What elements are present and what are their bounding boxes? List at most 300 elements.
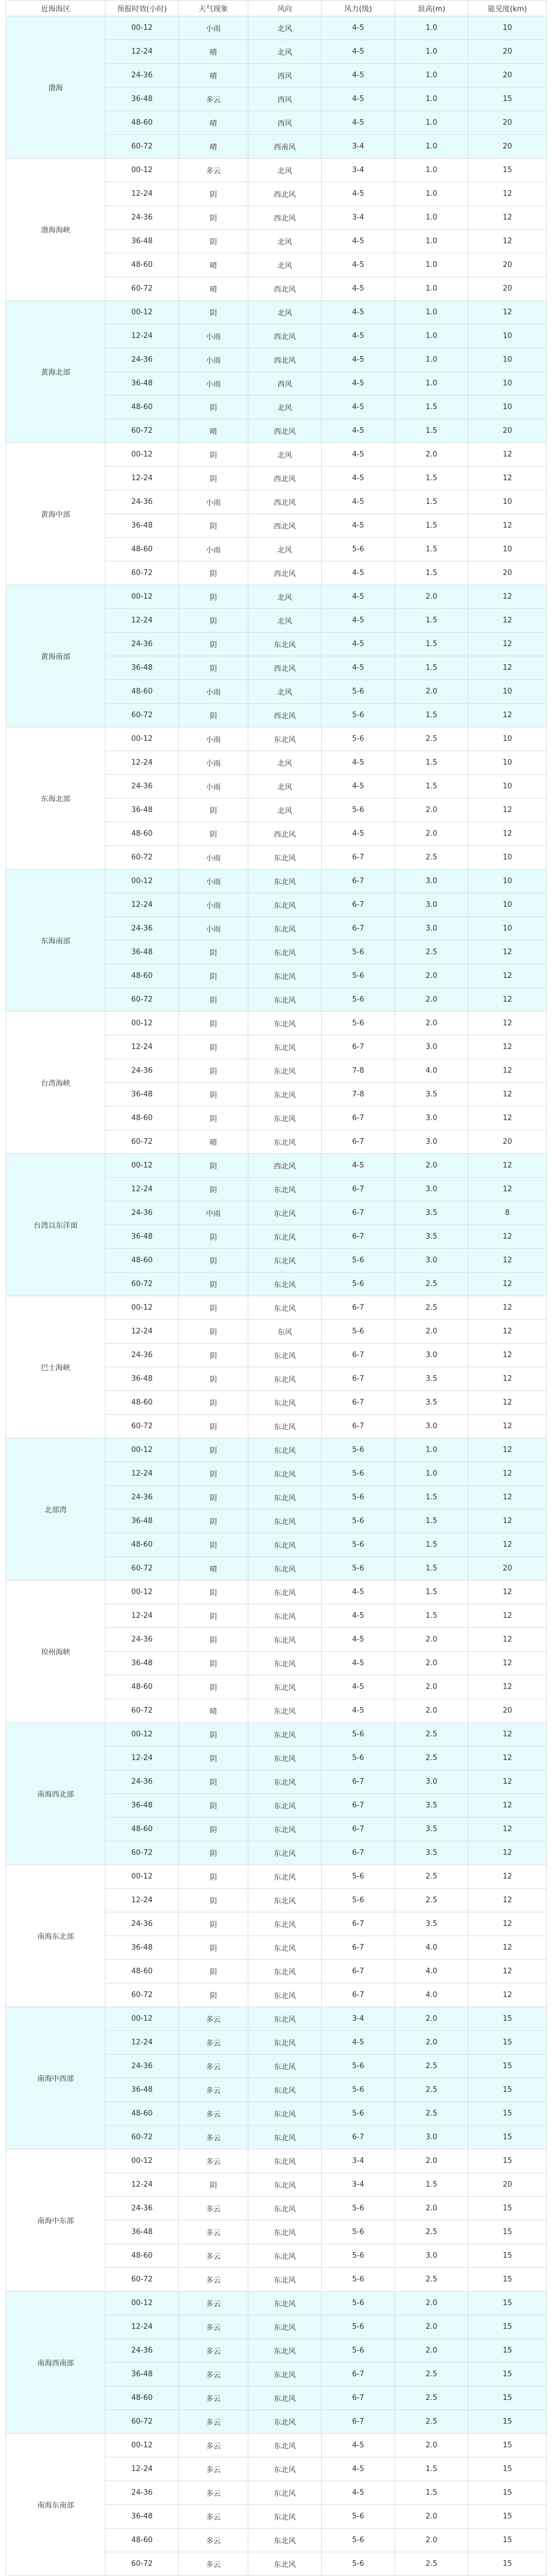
period-cell: 36-48 <box>106 941 179 964</box>
weather-cell: 晴 <box>179 1557 248 1581</box>
visibility-cell: 20 <box>468 135 547 159</box>
wind-direction-cell: 东北风 <box>248 1770 322 1794</box>
weather-cell: 小雨 <box>179 846 248 870</box>
weather-cell: 小雨 <box>179 870 248 893</box>
period-cell: 00-12 <box>106 159 179 182</box>
period-cell: 00-12 <box>106 1438 179 1462</box>
visibility-cell: 12 <box>468 1818 547 1841</box>
wind-direction-cell: 东北风 <box>248 2197 322 2220</box>
period-cell: 24-36 <box>106 490 179 514</box>
weather-cell: 小雨 <box>179 348 248 372</box>
visibility-cell: 20 <box>468 64 547 87</box>
table-row <box>6 1296 547 1320</box>
visibility-cell: 12 <box>468 182 547 206</box>
wind-force-cell: 6-7 <box>322 2410 395 2434</box>
wind-direction-cell: 东北风 <box>248 2481 322 2505</box>
wind-direction-cell: 东北风 <box>248 2505 322 2529</box>
wind-direction-cell: 东北风 <box>248 1723 322 1746</box>
wind-direction-cell: 东北风 <box>248 1557 322 1581</box>
wind-force-cell: 6-7 <box>322 1107 395 1130</box>
wind-force-cell: 5-6 <box>322 727 395 751</box>
area-group <box>6 16 547 159</box>
weather-cell: 晴 <box>179 253 248 277</box>
period-cell: 24-36 <box>106 1059 179 1083</box>
wave-height-cell: 3.0 <box>395 2244 468 2268</box>
period-cell: 12-24 <box>106 2031 179 2055</box>
table-row <box>6 727 547 751</box>
period-cell: 36-48 <box>106 1225 179 1249</box>
period-cell: 60-72 <box>106 2410 179 2434</box>
table-row <box>6 159 547 182</box>
period-cell: 12-24 <box>106 1604 179 1628</box>
wave-height-cell: 1.5 <box>395 490 468 514</box>
wind-force-cell: 4-5 <box>322 751 395 775</box>
wave-height-cell: 1.0 <box>395 111 468 135</box>
period-cell: 60-72 <box>106 1841 179 1865</box>
wind-direction-cell: 西北风 <box>248 277 322 301</box>
visibility-cell: 12 <box>468 1320 547 1344</box>
wave-height-cell: 2.0 <box>395 2339 468 2363</box>
visibility-cell: 15 <box>468 2126 547 2149</box>
wave-height-cell: 3.0 <box>395 1107 468 1130</box>
period-cell: 12-24 <box>106 609 179 633</box>
visibility-cell: 15 <box>468 2315 547 2339</box>
wind-direction-cell: 西北风 <box>248 490 322 514</box>
wind-direction-cell: 东北风 <box>248 633 322 656</box>
weather-cell: 阴 <box>179 301 248 324</box>
area-name-cell: 台湾以东洋面 <box>6 1154 106 1296</box>
visibility-cell: 12 <box>468 1652 547 1675</box>
wind-direction-cell: 东北风 <box>248 1391 322 1415</box>
wave-height-cell: 2.5 <box>395 2268 468 2292</box>
weather-cell: 多云 <box>179 2078 248 2102</box>
weather-cell: 阴 <box>179 1936 248 1960</box>
wind-direction-cell: 北风 <box>248 680 322 704</box>
wave-height-cell: 4.0 <box>395 1936 468 1960</box>
visibility-cell: 10 <box>468 490 547 514</box>
wave-height-cell: 2.0 <box>395 2434 468 2457</box>
wind-force-cell: 5-6 <box>322 2078 395 2102</box>
visibility-cell: 12 <box>468 1178 547 1201</box>
visibility-cell: 12 <box>468 1770 547 1794</box>
wind-force-cell: 4-5 <box>322 40 395 64</box>
wind-force-cell: 4-5 <box>322 775 395 798</box>
period-cell: 00-12 <box>106 2292 179 2315</box>
wind-direction-cell: 东北风 <box>248 2552 322 2576</box>
wind-force-cell: 4-5 <box>322 633 395 656</box>
weather-cell: 阴 <box>179 1723 248 1746</box>
weather-cell: 阴 <box>179 633 248 656</box>
visibility-cell: 12 <box>468 656 547 680</box>
header-weather: 天气现象 <box>179 1 248 16</box>
visibility-cell: 10 <box>468 727 547 751</box>
period-cell: 60-72 <box>106 2552 179 2576</box>
wind-force-cell: 4-5 <box>322 1699 395 1723</box>
wind-force-cell: 6-7 <box>322 893 395 917</box>
wave-height-cell: 3.0 <box>395 1178 468 1201</box>
wave-height-cell: 2.0 <box>395 798 468 822</box>
wave-height-cell: 1.0 <box>395 87 468 111</box>
weather-cell: 阴 <box>179 1462 248 1486</box>
wind-force-cell: 4-5 <box>322 324 395 348</box>
wind-direction-cell: 东北风 <box>248 846 322 870</box>
area-name-cell: 南海东北部 <box>6 1865 106 2007</box>
period-cell: 12-24 <box>106 751 179 775</box>
visibility-cell: 15 <box>468 2505 547 2529</box>
wind-direction-cell: 东北风 <box>248 1438 322 1462</box>
weather-cell: 阴 <box>179 1367 248 1391</box>
wind-force-cell: 7-8 <box>322 1083 395 1107</box>
period-cell: 24-36 <box>106 348 179 372</box>
weather-cell: 阴 <box>179 798 248 822</box>
weather-cell: 晴 <box>179 277 248 301</box>
visibility-cell: 20 <box>468 277 547 301</box>
period-cell: 60-72 <box>106 1272 179 1296</box>
period-cell: 00-12 <box>106 1865 179 1889</box>
wind-force-cell: 5-6 <box>322 2529 395 2552</box>
visibility-cell: 12 <box>468 1367 547 1391</box>
wind-direction-cell: 西北风 <box>248 348 322 372</box>
period-cell: 60-72 <box>106 1557 179 1581</box>
wave-height-cell: 3.5 <box>395 1083 468 1107</box>
visibility-cell: 12 <box>468 1983 547 2007</box>
period-cell: 48-60 <box>106 2529 179 2552</box>
visibility-cell: 10 <box>468 324 547 348</box>
period-cell: 24-36 <box>106 1344 179 1367</box>
area-name-cell: 黄海北部 <box>6 301 106 443</box>
wind-direction-cell: 东北风 <box>248 2292 322 2315</box>
wave-height-cell: 2.5 <box>395 1865 468 1889</box>
wave-height-cell: 2.0 <box>395 2031 468 2055</box>
wave-height-cell: 1.0 <box>395 253 468 277</box>
period-cell: 12-24 <box>106 1178 179 1201</box>
weather-cell: 多云 <box>179 2292 248 2315</box>
wind-direction-cell: 东北风 <box>248 2126 322 2149</box>
table-row <box>6 2149 547 2173</box>
weather-cell: 阴 <box>179 561 248 585</box>
wind-direction-cell: 北风 <box>248 253 322 277</box>
period-cell: 48-60 <box>106 2386 179 2410</box>
weather-cell: 小雨 <box>179 917 248 941</box>
wind-direction-cell: 西南风 <box>248 135 322 159</box>
wind-direction-cell: 东北风 <box>248 1818 322 1841</box>
weather-cell: 多云 <box>179 2552 248 2576</box>
wind-force-cell: 4-5 <box>322 64 395 87</box>
wave-height-cell: 2.5 <box>395 1296 468 1320</box>
wind-direction-cell: 东北风 <box>248 870 322 893</box>
weather-cell: 阴 <box>179 1652 248 1675</box>
wave-height-cell: 2.5 <box>395 2410 468 2434</box>
visibility-cell: 15 <box>468 2386 547 2410</box>
visibility-cell: 12 <box>468 988 547 1012</box>
visibility-cell: 12 <box>468 1059 547 1083</box>
wave-height-cell: 1.0 <box>395 230 468 253</box>
table-row <box>6 443 547 467</box>
period-cell: 60-72 <box>106 1415 179 1438</box>
visibility-cell: 12 <box>468 1107 547 1130</box>
wind-force-cell: 4-5 <box>322 182 395 206</box>
visibility-cell: 10 <box>468 396 547 419</box>
period-cell: 12-24 <box>106 1035 179 1059</box>
wind-force-cell: 4-5 <box>322 301 395 324</box>
weather-cell: 晴 <box>179 1699 248 1723</box>
weather-cell: 阴 <box>179 1865 248 1889</box>
wave-height-cell: 2.5 <box>395 727 468 751</box>
wave-height-cell: 2.5 <box>395 1272 468 1296</box>
wind-force-cell: 3-4 <box>322 2149 395 2173</box>
wind-direction-cell: 东北风 <box>248 1486 322 1509</box>
wave-height-cell: 1.5 <box>395 1557 468 1581</box>
wind-direction-cell: 东北风 <box>248 964 322 988</box>
period-cell: 48-60 <box>106 253 179 277</box>
weather-cell: 阴 <box>179 1154 248 1178</box>
wind-direction-cell: 西风 <box>248 87 322 111</box>
period-cell: 12-24 <box>106 324 179 348</box>
weather-cell: 中雨 <box>179 1201 248 1225</box>
visibility-cell: 15 <box>468 2363 547 2386</box>
header-row <box>6 1 547 16</box>
period-cell: 36-48 <box>106 1083 179 1107</box>
wave-height-cell: 2.5 <box>395 941 468 964</box>
wave-height-cell: 1.5 <box>395 419 468 443</box>
wind-force-cell: 4-5 <box>322 656 395 680</box>
visibility-cell: 10 <box>468 348 547 372</box>
visibility-cell: 12 <box>468 1794 547 1818</box>
wind-force-cell: 6-7 <box>322 1818 395 1841</box>
wind-direction-cell: 东北风 <box>248 1415 322 1438</box>
wind-force-cell: 4-5 <box>322 443 395 467</box>
wind-force-cell: 6-7 <box>322 1960 395 1983</box>
wind-force-cell: 6-7 <box>322 1841 395 1865</box>
visibility-cell: 12 <box>468 1604 547 1628</box>
visibility-cell: 12 <box>468 1912 547 1936</box>
wind-force-cell: 5-6 <box>322 988 395 1012</box>
wind-force-cell: 5-6 <box>322 2339 395 2363</box>
wind-direction-cell: 东北风 <box>248 1533 322 1557</box>
wind-force-cell: 4-5 <box>322 396 395 419</box>
visibility-cell: 20 <box>468 2173 547 2197</box>
wave-height-cell: 3.5 <box>395 1225 468 1249</box>
wave-height-cell: 1.0 <box>395 1462 468 1486</box>
wind-force-cell: 4-5 <box>322 2031 395 2055</box>
table-row <box>6 1865 547 1889</box>
weather-cell: 小雨 <box>179 680 248 704</box>
wave-height-cell: 2.5 <box>395 846 468 870</box>
table-row <box>6 2434 547 2457</box>
wind-force-cell: 5-6 <box>322 964 395 988</box>
period-cell: 12-24 <box>106 182 179 206</box>
wind-direction-cell: 东北风 <box>248 1581 322 1604</box>
period-cell: 00-12 <box>106 1296 179 1320</box>
wind-direction-cell: 东北风 <box>248 1225 322 1249</box>
wind-direction-cell: 东北风 <box>248 1699 322 1723</box>
area-group <box>6 1723 547 1865</box>
weather-cell: 阴 <box>179 1059 248 1083</box>
wind-direction-cell: 东北风 <box>248 1107 322 1130</box>
wind-direction-cell: 东北风 <box>248 2315 322 2339</box>
wind-direction-cell: 东北风 <box>248 1130 322 1154</box>
visibility-cell: 15 <box>468 2031 547 2055</box>
visibility-cell: 10 <box>468 917 547 941</box>
visibility-cell: 12 <box>468 1533 547 1557</box>
wave-height-cell: 1.5 <box>395 2457 468 2481</box>
wind-force-cell: 3-4 <box>322 2007 395 2031</box>
wind-direction-cell: 西北风 <box>248 514 322 538</box>
wind-force-cell: 6-7 <box>322 1130 395 1154</box>
wind-direction-cell: 东北风 <box>248 2244 322 2268</box>
wave-height-cell: 1.5 <box>395 2481 468 2505</box>
wind-direction-cell: 东北风 <box>248 988 322 1012</box>
visibility-cell: 15 <box>468 2457 547 2481</box>
wind-direction-cell: 东北风 <box>248 1628 322 1652</box>
visibility-cell: 12 <box>468 585 547 609</box>
wind-force-cell: 5-6 <box>322 1012 395 1035</box>
visibility-cell: 12 <box>468 798 547 822</box>
wind-direction-cell: 东北风 <box>248 1178 322 1201</box>
wind-direction-cell: 东北风 <box>248 1059 322 1083</box>
header-wind-direction: 风向 <box>248 1 322 16</box>
weather-cell: 多云 <box>179 2244 248 2268</box>
weather-cell: 多云 <box>179 2457 248 2481</box>
header-area: 近海海区 <box>6 1 106 16</box>
period-cell: 60-72 <box>106 277 179 301</box>
wind-force-cell: 5-6 <box>322 1462 395 1486</box>
wave-height-cell: 3.5 <box>395 1794 468 1818</box>
weather-cell: 晴 <box>179 419 248 443</box>
visibility-cell: 8 <box>468 1201 547 1225</box>
wind-force-cell: 5-6 <box>322 1723 395 1746</box>
weather-cell: 多云 <box>179 2481 248 2505</box>
wind-force-cell: 5-6 <box>322 1746 395 1770</box>
wave-height-cell: 2.0 <box>395 964 468 988</box>
period-cell: 36-48 <box>106 372 179 396</box>
wind-force-cell: 5-6 <box>322 2055 395 2078</box>
visibility-cell: 12 <box>468 1889 547 1912</box>
wind-force-cell: 5-6 <box>322 2102 395 2126</box>
visibility-cell: 15 <box>468 87 547 111</box>
wind-force-cell: 6-7 <box>322 2363 395 2386</box>
wind-direction-cell: 西北风 <box>248 467 322 490</box>
wind-force-cell: 5-6 <box>322 1272 395 1296</box>
wind-direction-cell: 西风 <box>248 372 322 396</box>
wave-height-cell: 2.0 <box>395 2197 468 2220</box>
wind-direction-cell: 北风 <box>248 301 322 324</box>
visibility-cell: 10 <box>468 751 547 775</box>
visibility-cell: 12 <box>468 1272 547 1296</box>
period-cell: 60-72 <box>106 561 179 585</box>
period-cell: 36-48 <box>106 230 179 253</box>
visibility-cell: 15 <box>468 2481 547 2505</box>
visibility-cell: 12 <box>468 1865 547 1889</box>
wave-height-cell: 1.5 <box>395 396 468 419</box>
area-name-cell: 北部湾 <box>6 1438 106 1581</box>
wave-height-cell: 2.0 <box>395 1628 468 1652</box>
weather-cell: 阴 <box>179 1225 248 1249</box>
wave-height-cell: 2.0 <box>395 680 468 704</box>
wind-direction-cell: 东北风 <box>248 727 322 751</box>
wave-height-cell: 3.5 <box>395 1912 468 1936</box>
wind-direction-cell: 东北风 <box>248 893 322 917</box>
wind-direction-cell: 北风 <box>248 40 322 64</box>
weather-cell: 阴 <box>179 1509 248 1533</box>
visibility-cell: 12 <box>468 443 547 467</box>
wind-direction-cell: 东北风 <box>248 2102 322 2126</box>
wind-force-cell: 6-7 <box>322 846 395 870</box>
weather-cell: 多云 <box>179 87 248 111</box>
wind-force-cell: 5-6 <box>322 1889 395 1912</box>
wind-direction-cell: 东北风 <box>248 2529 322 2552</box>
wind-direction-cell: 北风 <box>248 16 322 40</box>
wave-height-cell: 3.0 <box>395 1344 468 1367</box>
weather-cell: 阴 <box>179 822 248 846</box>
wind-force-cell: 6-7 <box>322 1344 395 1367</box>
wind-force-cell: 4-5 <box>322 490 395 514</box>
weather-cell: 阴 <box>179 1818 248 1841</box>
period-cell: 00-12 <box>106 585 179 609</box>
area-name-cell: 台湾海峡 <box>6 1012 106 1154</box>
wind-force-cell: 5-6 <box>322 2505 395 2529</box>
period-cell: 00-12 <box>106 301 179 324</box>
wave-height-cell: 1.0 <box>395 301 468 324</box>
wind-direction-cell: 西北风 <box>248 704 322 727</box>
period-cell: 36-48 <box>106 87 179 111</box>
visibility-cell: 15 <box>468 2078 547 2102</box>
wave-height-cell: 1.0 <box>395 40 468 64</box>
weather-cell: 阴 <box>179 230 248 253</box>
period-cell: 00-12 <box>106 727 179 751</box>
header-visibility: 能见度(km) <box>468 1 547 16</box>
visibility-cell: 15 <box>468 2552 547 2576</box>
visibility-cell: 12 <box>468 206 547 230</box>
weather-cell: 阴 <box>179 396 248 419</box>
table-row <box>6 585 547 609</box>
weather-cell: 阴 <box>179 1320 248 1344</box>
wind-direction-cell: 东北风 <box>248 1509 322 1533</box>
wind-direction-cell: 东北风 <box>248 2339 322 2363</box>
visibility-cell: 12 <box>468 514 547 538</box>
wind-force-cell: 5-6 <box>322 2268 395 2292</box>
wind-force-cell: 4-5 <box>322 1581 395 1604</box>
visibility-cell: 12 <box>468 230 547 253</box>
wave-height-cell: 3.0 <box>395 870 468 893</box>
wind-force-cell: 4-5 <box>322 111 395 135</box>
weather-cell: 阴 <box>179 1296 248 1320</box>
wind-direction-cell: 北风 <box>248 585 322 609</box>
visibility-cell: 10 <box>468 538 547 561</box>
wave-height-cell: 1.0 <box>395 277 468 301</box>
weather-cell: 阴 <box>179 585 248 609</box>
area-name-cell: 黄海南部 <box>6 585 106 727</box>
weather-cell: 多云 <box>179 2220 248 2244</box>
wind-force-cell: 6-7 <box>322 2126 395 2149</box>
weather-cell: 晴 <box>179 111 248 135</box>
table-row <box>6 301 547 324</box>
wave-height-cell: 2.5 <box>395 2102 468 2126</box>
weather-cell: 小雨 <box>179 727 248 751</box>
period-cell: 48-60 <box>106 2102 179 2126</box>
visibility-cell: 12 <box>468 1415 547 1438</box>
wave-height-cell: 2.0 <box>395 1154 468 1178</box>
wind-force-cell: 4-5 <box>322 514 395 538</box>
wind-direction-cell: 西北风 <box>248 206 322 230</box>
wind-force-cell: 4-5 <box>322 609 395 633</box>
wave-height-cell: 2.0 <box>395 822 468 846</box>
weather-cell: 多云 <box>179 2268 248 2292</box>
weather-cell: 阴 <box>179 1344 248 1367</box>
visibility-cell: 15 <box>468 2292 547 2315</box>
table-row <box>6 1581 547 1604</box>
weather-cell: 阴 <box>179 1628 248 1652</box>
